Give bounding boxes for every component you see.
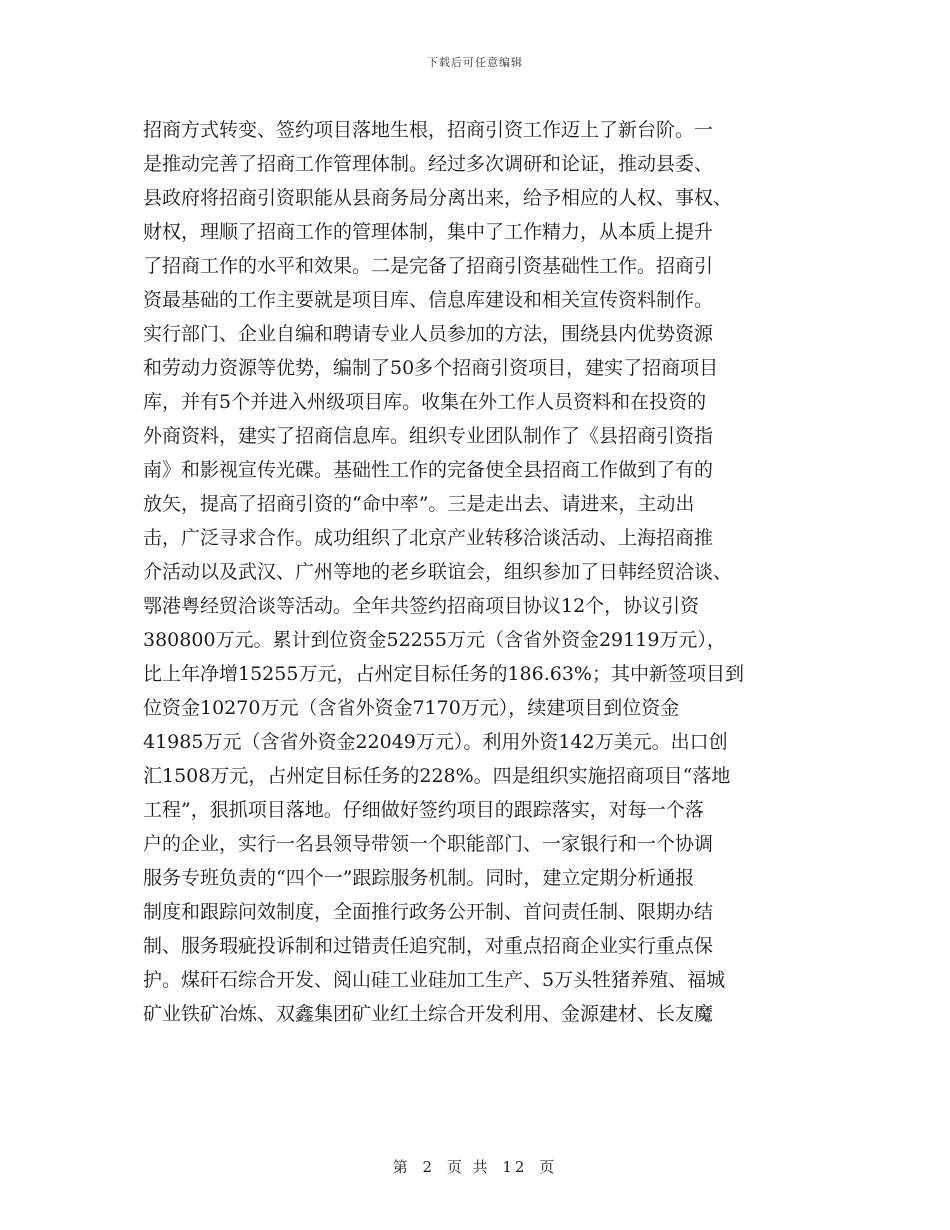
body-line: 护。煤矸石综合开发、阅山硅工业硅加工生产、5万头牲猪养殖、福城 — [143, 969, 726, 991]
document-body — [143, 113, 803, 1031]
body-line: 和劳动力资源等优势，编制了50多个招商引资项目，建实了招商项目 — [143, 357, 719, 379]
body-line: 汇1508万元，占州定目标任务的228%。四是组织实施招商项目“落地 — [143, 765, 731, 787]
footer-suffix: 页 — [539, 1158, 558, 1176]
body-line: 财权，理顺了招商工作的管理体制，集中了工作精力，从本质上提升 — [143, 221, 714, 243]
body-line: 服务专班负责的“四个一”跟踪服务机制。同时，建立定期分析通报 — [143, 867, 695, 889]
body-line: 制度和跟踪问效制度，全面推行政务公开制、首问责任制、限期办结 — [143, 901, 714, 923]
body-line: 41985万元（含省外资金22049万元）。利用外资142万美元。出口创 — [143, 731, 728, 753]
body-line: 矿业铁矿冶炼、双鑫集团矿业红土综合开发利用、金源建材、长友魔 — [143, 1003, 714, 1025]
footer-middle: 页 共 — [446, 1158, 491, 1176]
body-line: 户的企业，实行一名县领导带领一个职能部门、一家银行和一个协调 — [143, 833, 714, 855]
body-line: 实行部门、企业自编和聘请专业人员参加的方法，围绕县内优势资源 — [143, 323, 714, 345]
body-line: 库，并有5个并进入州级项目库。收集在外工作人员资料和在投资的 — [143, 391, 707, 413]
body-line: 县政府将招商引资职能从县商务局分离出来，给予相应的人权、事权、 — [143, 187, 733, 209]
body-line: 380800万元。累计到位资金52255万元（含省外资金29119万元）， — [143, 629, 726, 651]
page-footer — [0, 1156, 950, 1177]
body-line: 是推动完善了招商工作管理体制。经过多次调研和论证，推动县委、 — [143, 153, 714, 175]
footer-prefix: 第 — [392, 1158, 411, 1176]
body-line: 比上年净增15255万元，占州定目标任务的186.63%；其中新签项目到 — [143, 663, 744, 685]
body-line: 工程”，狠抓项目落地。仔细做好签约项目的跟踪落实，对每一个落 — [143, 799, 704, 821]
body-line: 介活动以及武汉、广州等地的老乡联谊会，组织参加了日韩经贸洽谈、 — [143, 561, 733, 583]
body-line: 位资金10270万元（含省外资金7170万元），续建项目到位资金 — [143, 697, 680, 719]
body-line: 放矢，提高了招商引资的“命中率”。三是走出去、请进来，主动出 — [143, 493, 695, 515]
body-line: 制、服务瑕疵投诉制和过错责任追究制，对重点招商企业实行重点保 — [143, 935, 714, 957]
body-line: 鄂港粤经贸洽谈等活动。全年共签约招商项目协议12个，协议引资 — [143, 595, 700, 617]
current-page-number: 2 — [422, 1158, 436, 1176]
body-line: 击，广泛寻求合作。成功组织了北京产业转移洽谈活动、上海招商推 — [143, 527, 714, 549]
body-line: 外商资料，建实了招商信息库。组织专业团队制作了《县招商引资指 — [143, 425, 714, 447]
body-line: 南》和影视宣传光碟。基础性工作的完备使全县招商工作做到了有的 — [143, 459, 714, 481]
page-header: 下载后可任意编辑 — [427, 56, 523, 69]
body-line: 招商方式转变、签约项目落地生根，招商引资工作迈上了新台阶。一 — [143, 119, 714, 141]
total-page-count: 12 — [502, 1158, 528, 1176]
body-line: 了招商工作的水平和效果。二是完备了招商引资基础性工作。招商引 — [143, 255, 714, 277]
body-line: 资最基础的工作主要就是项目库、信息库建设和相关宣传资料制作。 — [143, 289, 714, 311]
